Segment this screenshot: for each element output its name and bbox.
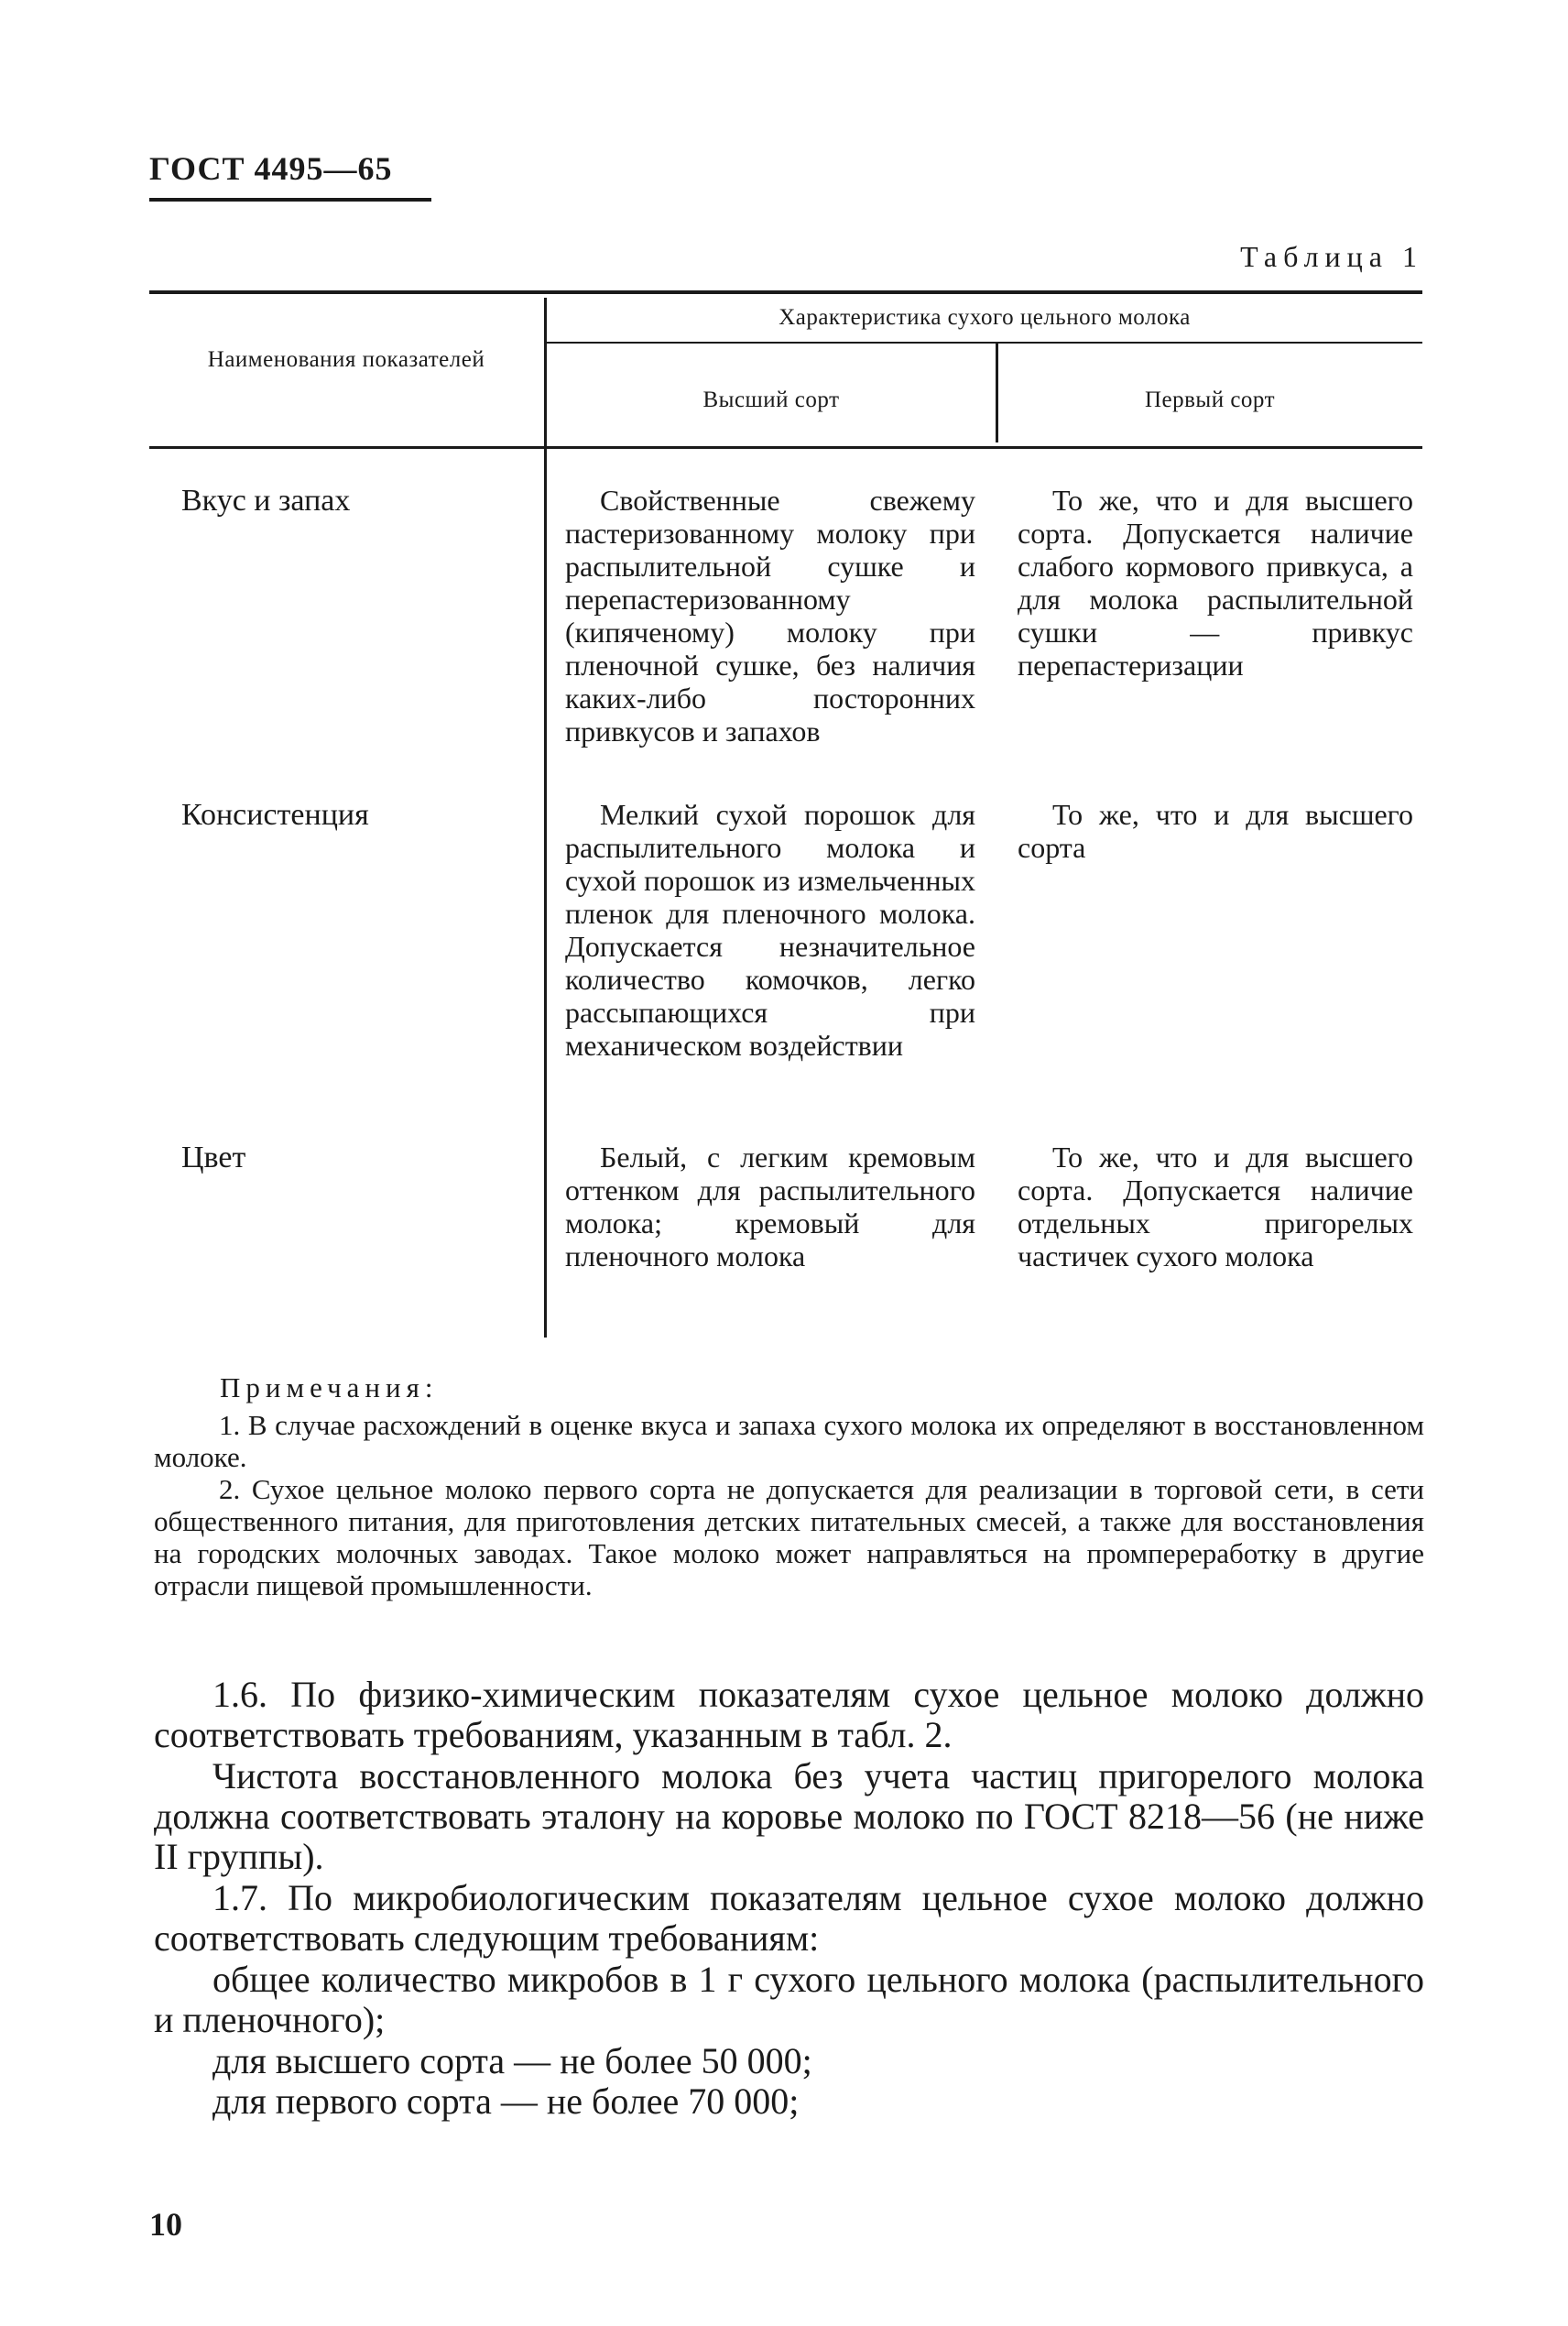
column-header-top-grade: Высший сорт [702, 388, 840, 412]
notes-heading: Примечания: [220, 1371, 439, 1403]
row-name-consistency: Консистенция [181, 798, 369, 832]
standard-code: ГОСТ 4495—65 [149, 150, 393, 187]
note-item: 2. Сухое цельное молоко первого сорта не допускается для реализации в торговой сети, в сети общественного питания, для приготовления детских питательных смесей, а также для восстановления на городских молочных заводах. Такое молоко может направляться на промпереработку в другие отрасли пищевой промышленности. [154, 1473, 1424, 1601]
row-name-color: Цвет [181, 1141, 246, 1174]
paragraph-1-6: 1.6. По физико-химическим показателям сухое цельное молоко должно соответствовать требованиям, указанным в табл. 2. [154, 1674, 1424, 1755]
page-number: 10 [149, 2206, 182, 2243]
paragraph-first-grade-limit: для первого сорта — не более 70 000; [212, 2080, 800, 2122]
column-header-names: Наименования показателей [207, 347, 485, 372]
table-label: Таблица 1 [1240, 240, 1423, 273]
paragraph-1-7: 1.7. По микробиологическим показателям цельное сухое молоко должно соответствовать следующим требованиям: [154, 1877, 1424, 1959]
paragraph-top-grade-limit: для высшего сорта — не более 50 000; [212, 2040, 812, 2081]
cell-taste-top-grade: Свойственные свежему пастеризованному молоку при распылительной сушке и перепастеризованному (кипяченому) молоку при пленочной сушке, без наличия каких-либо посторонних привкусов и запахов [565, 484, 975, 748]
note-item: 1. В случае расхождений в оценке вкуса и запаха сухого молока их определяют в восстановленном молоке. [154, 1409, 1424, 1473]
header-rule [149, 198, 431, 202]
cell-color-first-grade: То же, что и для высшего сорта. Допускается наличие отдельных пригорелых частичек сухого молока [1018, 1141, 1413, 1272]
column-group-header: Характеристика сухого цельного молока [779, 305, 1191, 330]
cell-consistency-first-grade: То же, что и для высшего сорта [1018, 798, 1413, 864]
cell-consistency-top-grade: Мелкий сухой порошок для распылительного молока и сухой порошок из измельченных пленок для пленочного молока. Допускается незначительное количество комочков, легко рассыпающихся при механическом воздействии [565, 798, 975, 1062]
column-header-first-grade: Первый сорт [1144, 388, 1276, 412]
paragraph-purity: Чистота восстановленного молока без учета частиц пригорелого молока должна соответствовать эталону на коровье молоко по ГОСТ 8218—56 (не ниже II группы). [154, 1755, 1424, 1877]
table-column-divider [544, 298, 547, 1338]
table-top-rule [149, 290, 1422, 294]
cell-color-top-grade: Белый, с легким кремовым оттенком для распылительного молока; кремовый для пленочного молока [565, 1141, 975, 1272]
paragraph-total-microbes: общее количество микробов в 1 г сухого цельного молока (распылительного и пленочного); [154, 1959, 1424, 2040]
table-subheader-rule [547, 342, 1422, 344]
row-name-taste: Вкус и запах [181, 484, 351, 518]
table-header-bottom-rule [149, 446, 1422, 449]
cell-taste-first-grade: То же, что и для высшего сорта. Допускается наличие слабого кормового привкуса, а для молока распылительной сушки — привкус перепастеризации [1018, 484, 1413, 682]
table-column-divider [996, 344, 998, 442]
